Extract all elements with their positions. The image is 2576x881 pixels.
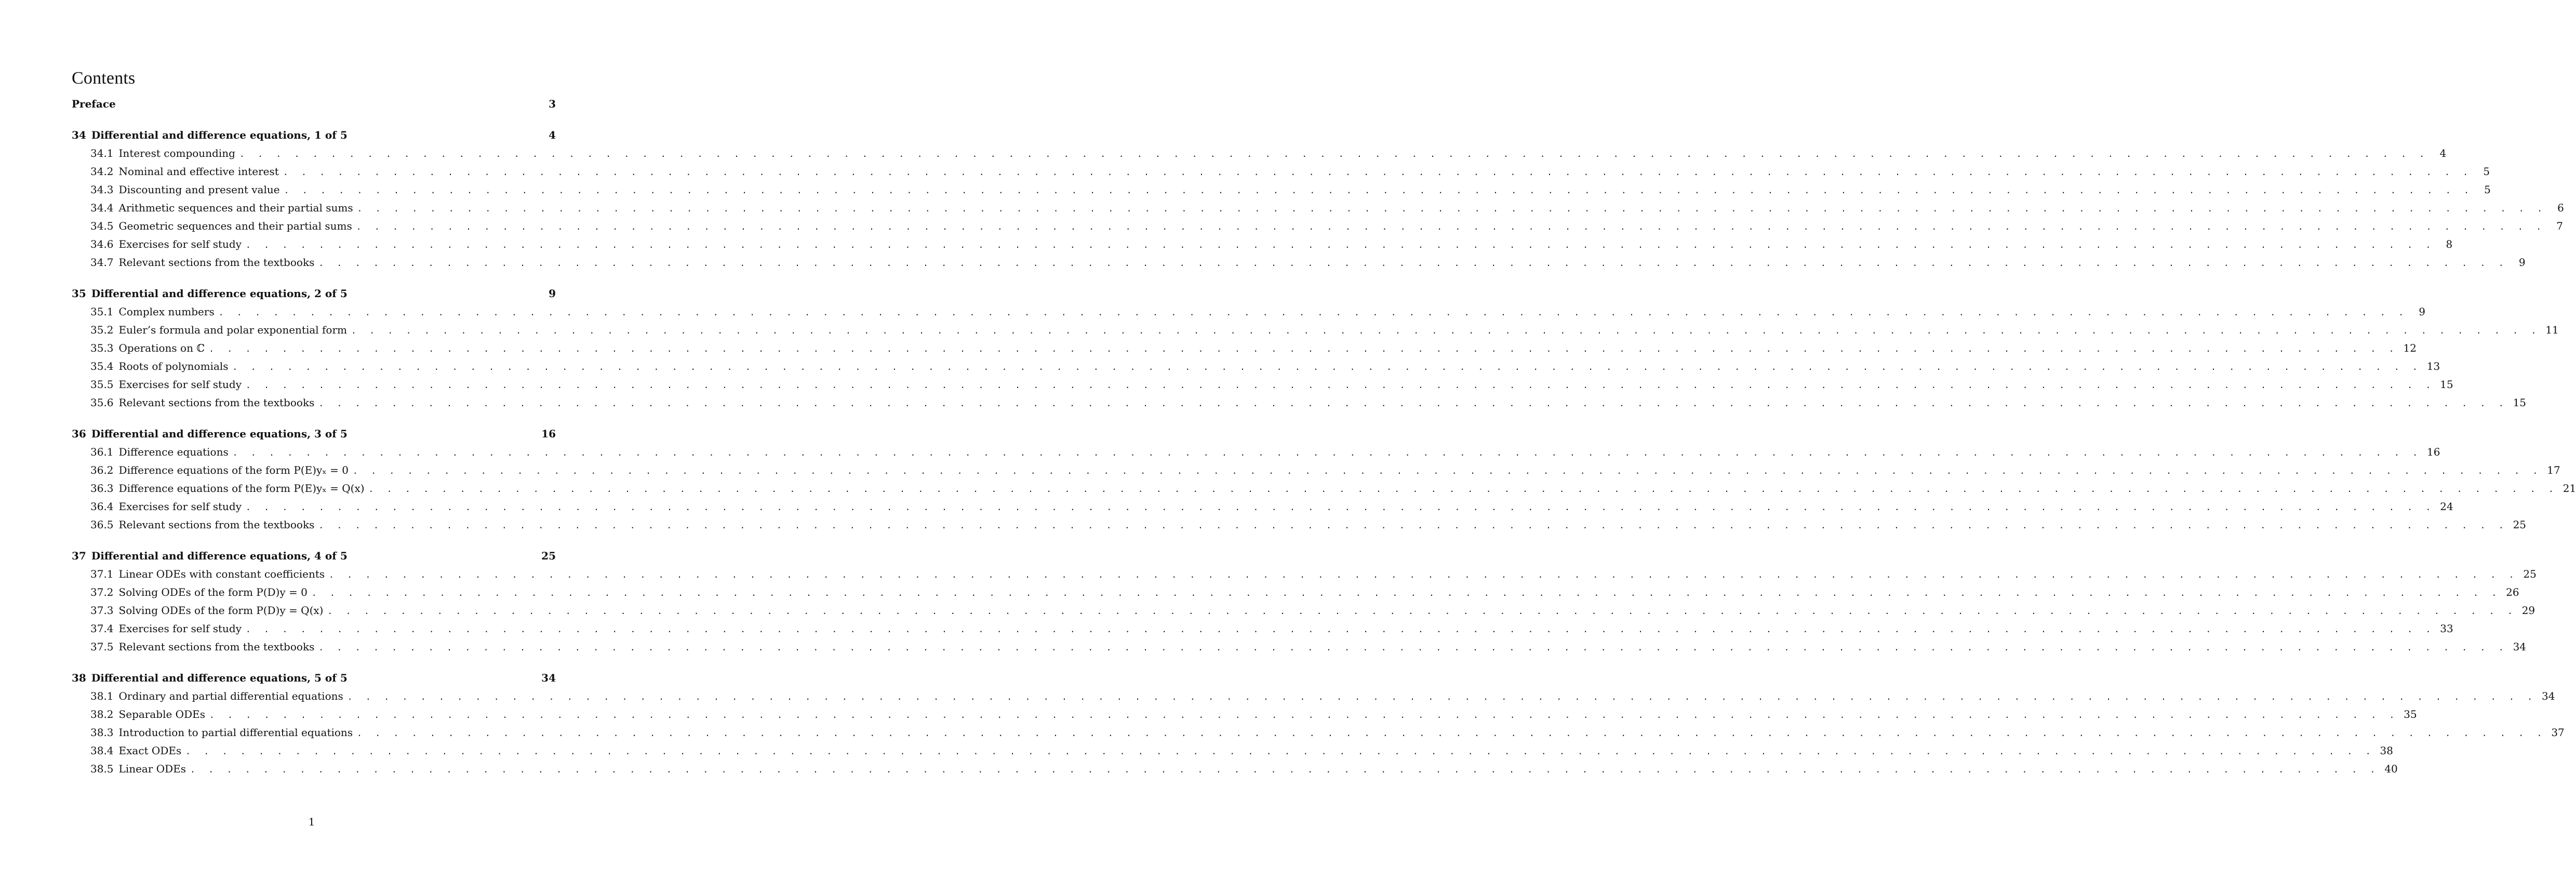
toc-section[interactable] (72, 165, 2490, 183)
section-page-number: 25 (2513, 518, 2527, 531)
toc-section[interactable] (72, 568, 2537, 586)
section-page-number: 40 (2384, 763, 2398, 775)
table-of-contents (72, 98, 2576, 781)
toc-section[interactable] (72, 238, 2453, 256)
section-title: Euler’s formula and polar exponential form (118, 324, 347, 336)
chapter-list (72, 129, 2576, 781)
toc-section[interactable] (72, 763, 2398, 781)
section-page-number: 6 (2557, 202, 2564, 214)
chapter-number: 36 (72, 428, 86, 440)
toc-section[interactable] (72, 622, 2453, 640)
leader-dots: . . . . . . . . . . . . . . . . . . . . . . . . . . . . . . . . . . . . . . . . . . . . . . . . . . . . . . . . . . . . . . . . . . . . . . . . . . . . . . . . . . . . . . . . . . . . . . . . . . . . . . . . . . . . . . . . . . . . . . . . (232, 362, 2422, 372)
leader-dots: . . . . . . . . . . . . . . . . . . . . . . . . . . . . . . . . . . . . . . . . . . . . . . . . . . . . . . . . . . . . . . . . . . . . . . . . . . . . . . . . . . . . . . . . . . . . . . . . . . . . . . . . . . . . . . . . . . . . . . . . (246, 624, 2435, 634)
chapter-title: Differential and difference equations, 5 of 5 (91, 672, 348, 684)
section-title: Roots of polynomials (118, 360, 229, 372)
toc-page-number: 3 (549, 98, 556, 110)
chapter-page-number: 34 (541, 672, 556, 684)
toc-chapter[interactable] (72, 129, 556, 147)
toc-section[interactable] (72, 147, 2447, 165)
section-number: 35.1 (90, 305, 114, 318)
section-page-number: 17 (2547, 464, 2560, 476)
chapter-title: Differential and difference equations, 1 of 5 (91, 129, 348, 141)
toc-section[interactable] (72, 324, 2559, 342)
section-title: Relevant sections from the textbooks (118, 518, 315, 531)
leader-dots: . . . . . . . . . . . . . . . . . . . . . . . . . . . . . . . . . . . . . . . . . . . . . . . . . . . . . . . . . . . . . . . . . . . . . . . . . . . . . . . . . . . . . . . . . . . . . . . . . . . . . . . . . . . . . . . . . . . . . . . . (185, 746, 2375, 756)
section-title: Exercises for self study (118, 238, 242, 250)
section-number: 37.4 (90, 622, 114, 635)
toc-section[interactable] (72, 446, 2440, 464)
section-number: 34.3 (90, 183, 114, 196)
section-page-number: 7 (2556, 220, 2563, 232)
toc-section[interactable] (72, 342, 2417, 360)
section-title: Solving ODEs of the form P(D)y = 0 (118, 586, 308, 598)
section-page-number: 5 (2483, 165, 2490, 178)
leader-dots: . . . . . . . . . . . . . . . . . . . . . . . . . . . . . . . . . . . . . . . . . . . . . . . . . . . . . . . . . . . . . . . . . . . . . . . . . . . . . . . . . . . . . . . . . . . . . . . . . . . . . . . . . . . . . . . . . . . . . . . . (283, 167, 2473, 177)
leader-dots: . . . . . . . . . . . . . . . . . . . . . . . . . . . . . . . . . . . . . . . . . . . . . . . . . . . . . . . . . . . . . . . . . . . . . . . . . . . . . . . . . . . . . . . . . . . . . . . . . . . . . . . . . . . . . . . . . . . . . . . . (311, 588, 2501, 598)
chapter-page-number: 25 (541, 550, 556, 562)
contents-page (72, 69, 2576, 781)
leader-dots: . . . . . . . . . . . . . . . . . . . . . . . . . . . . . . . . . . . . . . . . . . . . . . . . . . . . . . . . . . . . . . . . . . . . . . . . . . . . . . . . . . . . . . . . . . . . . . . . . . . . . . . . . . . . . . . . . . . . . . . . (246, 380, 2435, 390)
section-title: Introduction to partial differential equations (118, 726, 353, 739)
leader-dots: . . . . . . . . . . . . . . . . . . . . . . . . . . . . . . . . . . . . . . . . . . . . . . . . . . . . . . . . . . . . . . . . . . . . . . . . . . . . . . . . . . . . . . . . . . . . . . . . . . . . . . . . . . . . . . . . . . . . . . . . (218, 308, 2408, 317)
section-title: Exercises for self study (118, 622, 242, 635)
chapter-title: Differential and difference equations, 3 of 5 (91, 428, 348, 440)
toc-chapter[interactable] (72, 287, 556, 305)
toc-section[interactable] (72, 482, 2576, 500)
section-page-number: 38 (2380, 744, 2393, 757)
section-title: Interest compounding (118, 147, 235, 159)
section-number: 38.5 (90, 763, 114, 775)
toc-section[interactable] (72, 690, 2555, 708)
chapter-number: 38 (72, 672, 86, 684)
section-number: 38.2 (90, 708, 114, 720)
leader-dots: . . . . . . . . . . . . . . . . . . . . . . . . . . . . . . . . . . . . . . . . . . . . . . . . . . . . . . . . . . . . . . . . . . . . . . . . . . . . . . . . . . . . . . . . . . . . . . . . . . . . . . . . . . . . . . . . . . . . . . . . (347, 692, 2537, 702)
section-title: Difference equations (118, 446, 229, 458)
toc-section[interactable] (72, 202, 2564, 220)
toc-section[interactable] (72, 744, 2393, 763)
section-number: 34.5 (90, 220, 114, 232)
leader-dots: . . . . . . . . . . . . . . . . . . . . . . . . . . . . . . . . . . . . . . . . . . . . . . . . . . . . . . . . . . . . . . . . . . . . . . . . . . . . . . . . . . . . . . . . . . . . . . . . . . . . . . . . . . . . . . . . . . . . . . . . (239, 149, 2429, 159)
leader-dots: . . . . . . . . . . . . . . . . . . . . . . . . . . . . . . . . . . . . . . . . . . . . . . . . . . . . . . . . . . . . . . . . . . . . . . . . . . . . . . . . . . . . . . . . . . . . . . . . . . . . . . . . . . . . . . . . . . . . . . . . (352, 466, 2542, 476)
chapter-title: Differential and difference equations, 4 of 5 (91, 550, 348, 562)
section-page-number: 37 (2551, 726, 2565, 739)
leader-dots: . . . . . . . . . . . . . . . . . . . . . . . . . . . . . . . . . . . . . . . . . . . . . . . . . . . . . . . . . . . . . . . . . . . . . . . . . . . . . . . . . . . . . . . . . . . . . . . . . . . . . . . . . . . . . . . . . . . . . . . . (318, 520, 2508, 530)
leader-dots: . . . . . . . . . . . . . . . . . . . . . . . . . . . . . . . . . . . . . . . . . . . . . . . . . . . . . . . . . . . . . . . . . . . . . . . . . . . . . . . . . . . . . . . . . . . . . . . . . . . . . . . . . . . . . . . . . . . . . . . . (357, 728, 2546, 738)
section-title: Nominal and effective interest (118, 165, 279, 178)
page-number: 1 (308, 816, 315, 828)
toc-chapter[interactable] (72, 672, 556, 690)
section-number: 38.4 (90, 744, 114, 757)
section-page-number: 26 (2506, 586, 2519, 598)
page-title: Contents (72, 69, 136, 88)
leader-dots: . . . . . . . . . . . . . . . . . . . . . . . . . . . . . . . . . . . . . . . . . . . . . . . . . . . . . . . . . . . . . . . . . . . . . . . . . . . . . . . . . . . . . . . . . . . . . . . . . . . . . . . . . . . . . . . . . . . . . . . . (351, 326, 2541, 336)
section-page-number: 15 (2440, 378, 2453, 391)
chapter-page-number: 16 (541, 428, 556, 440)
section-title: Difference equations of the form P(E)yₓ = 0 (118, 464, 349, 476)
section-page-number: 34 (2513, 640, 2527, 653)
section-number: 37.1 (90, 568, 114, 580)
section-number: 34.4 (90, 202, 114, 214)
section-title: Ordinary and partial differential equations (118, 690, 343, 702)
toc-section[interactable] (72, 220, 2563, 238)
section-number: 35.4 (90, 360, 114, 372)
section-title: Relevant sections from the textbooks (118, 396, 315, 409)
leader-dots: . . . . . . . . . . . . . . . . . . . . . . . . . . . . . . . . . . . . . . . . . . . . . . . . . . . . . . . . . . . . . . . . . . . . . . . . . . . . . . . . . . . . . . . . . . . . . . . . . . . . . . . . . . . . . . . . . . . . . . . . (209, 344, 2398, 354)
section-page-number: 15 (2513, 396, 2527, 409)
chapter-number: 37 (72, 550, 86, 562)
leader-dots: . . . . . . . . . . . . . . . . . . . . . . . . . . . . . . . . . . . . . . . . . . . . . . . . . . . . . . . . . . . . . . . . . . . . . . . . . . . . . . . . . . . . . . . . . . . . . . . . . . . . . . . . . . . . . . . . . . . . . . . . (190, 765, 2380, 775)
section-page-number: 21 (2562, 482, 2576, 495)
toc-section[interactable] (72, 360, 2440, 378)
toc-entry-preface[interactable] (72, 98, 556, 116)
section-number: 34.1 (90, 147, 114, 159)
section-title: Solving ODEs of the form P(D)y = Q(x) (118, 604, 324, 617)
chapter-title: Differential and difference equations, 2 of 5 (91, 287, 348, 300)
section-title: Exercises for self study (118, 500, 242, 513)
section-page-number: 34 (2542, 690, 2555, 702)
section-number: 35.2 (90, 324, 114, 336)
section-number: 38.1 (90, 690, 114, 702)
section-title: Exact ODEs (118, 744, 182, 757)
leader-dots: . . . . . . . . . . . . . . . . . . . . . . . . . . . . . . . . . . . . . . . . . . . . . . . . . . . . . . . . . . . . . . . . . . . . . . . . . . . . . . . . . . . . . . . . . . . . . . . . . . . . . . . . . . . . . . . . . . . . . . . . (327, 606, 2517, 616)
toc-section[interactable] (72, 640, 2527, 659)
leader-dots: . . . . . . . . . . . . . . . . . . . . . . . . . . . . . . . . . . . . . . . . . . . . . . . . . . . . . . . . . . . . . . . . . . . . . . . . . . . . . . . . . . . . . . . . . . . . . . . . . . . . . . . . . . . . . . . . . . . . . . . . (318, 643, 2508, 652)
toc-section[interactable] (72, 586, 2519, 604)
toc-section[interactable] (72, 518, 2527, 537)
section-number: 35.5 (90, 378, 114, 391)
section-title: Relevant sections from the textbooks (118, 256, 315, 269)
section-number: 35.3 (90, 342, 114, 354)
section-title: Arithmetic sequences and their partial sums (118, 202, 353, 214)
section-page-number: 9 (2419, 305, 2425, 318)
chapter-page-number: 4 (549, 129, 556, 141)
section-page-number: 35 (2404, 708, 2417, 720)
toc-section[interactable] (72, 183, 2491, 202)
leader-dots: . . . . . . . . . . . . . . . . . . . . . . . . . . . . . . . . . . . . . . . . . . . . . . . . . . . . . . . . . . . . . . . . . . . . . . . . . . . . . . . . . . . . . . . . . . . . . . . . . . . . . . . . . . . . . . . . . . . . . . . . (318, 398, 2508, 408)
section-title: Operations on ℂ (118, 342, 205, 354)
section-title: Complex numbers (118, 305, 215, 318)
leader-dots: . . . . . . . . . . . . . . . . . . . . . . . . . . . . . . . . . . . . . . . . . . . . . . . . . . . . . . . . . . . . . . . . . . . . . . . . . . . . . . . . . . . . . . . . . . . . . . . . . . . . . . . . . . . . . . . . . . . . . . . . (357, 204, 2546, 213)
section-title: Linear ODEs with constant coefficients (118, 568, 325, 580)
section-page-number: 9 (2518, 256, 2526, 269)
leader-dots: . . . . . . . . . . . . . . . . . . . . . . . . . . . . . . . . . . . . . . . . . . . . . . . . . . . . . . . . . . . . . . . . . . . . . . . . . . . . . . . . . . . . . . . . . . . . . . . . . . . . . . . . . . . . . . . . . . . . . . . . (368, 484, 2558, 494)
toc-section[interactable] (72, 708, 2417, 726)
section-title: Exercises for self study (118, 378, 242, 391)
section-title: Geometric sequences and their partial sums (118, 220, 352, 232)
section-number: 34.6 (90, 238, 114, 250)
toc-chapter[interactable] (72, 428, 556, 446)
section-number: 34.2 (90, 165, 114, 178)
toc-section[interactable] (72, 396, 2527, 415)
section-page-number: 33 (2440, 622, 2453, 635)
section-page-number: 4 (2439, 147, 2447, 159)
section-page-number: 11 (2545, 324, 2559, 336)
leader-dots: . . . . . . . . . . . . . . . . . . . . . . . . . . . . . . . . . . . . . . . . . . . . . . . . . . . . . . . . . . . . . . . . . . . . . . . . . . . . . . . . . . . . . . . . . . . . . . . . . . . . . . . . . . . . . . . . . . . . . . . . (318, 258, 2508, 268)
leader-dots: . . . . . . . . . . . . . . . . . . . . . . . . . . . . . . . . . . . . . . . . . . . . . . . . . . . . . . . . . . . . . . . . . . . . . . . . . . . . . . . . . . . . . . . . . . . . . . . . . . . . . . . . . . . . . . . . . . . . . . . . (284, 185, 2473, 195)
section-number: 36.5 (90, 518, 114, 531)
leader-dots: . . . . . . . . . . . . . . . . . . . . . . . . . . . . . . . . . . . . . . . . . . . . . . . . . . . . . . . . . . . . . . . . . . . . . . . . . . . . . . . . . . . . . . . . . . . . . . . . . . . . . . . . . . . . . . . . . . . . . . . . (209, 710, 2399, 720)
section-number: 36.2 (90, 464, 114, 476)
section-title: Separable ODEs (118, 708, 205, 720)
toc-section[interactable] (72, 305, 2425, 324)
leader-dots: . . . . . . . . . . . . . . . . . . . . . . . . . . . . . . . . . . . . . . . . . . . . . . . . . . . . . . . . . . . . . . . . . . . . . . . . . . . . . . . . . . . . . . . . . . . . . . . . . . . . . . . . . . . . . . . . . . . . . . . . (232, 448, 2422, 458)
section-number: 36.1 (90, 446, 114, 458)
toc-title: Preface (72, 98, 116, 110)
section-number: 36.4 (90, 500, 114, 513)
section-number: 38.3 (90, 726, 114, 739)
section-number: 37.3 (90, 604, 114, 617)
section-page-number: 29 (2521, 604, 2535, 617)
section-page-number: 8 (2446, 238, 2453, 250)
section-page-number: 13 (2426, 360, 2440, 372)
section-page-number: 25 (2523, 568, 2537, 580)
section-page-number: 16 (2427, 446, 2440, 458)
leader-dots: . . . . . . . . . . . . . . . . . . . . . . . . . . . . . . . . . . . . . . . . . . . . . . . . . . . . . . . . . . . . . . . . . . . . . . . . . . . . . . . . . . . . . . . . . . . . . . . . . . . . . . . . . . . . . . . . . . . . . . . . (246, 502, 2435, 512)
section-number: 35.6 (90, 396, 114, 409)
toc-section[interactable] (72, 726, 2565, 744)
section-page-number: 5 (2484, 183, 2491, 196)
leader-dots: . . . . . . . . . . . . . . . . . . . . . . . . . . . . . . . . . . . . . . . . . . . . . . . . . . . . . . . . . . . . . . . . . . . . . . . . . . . . . . . . . . . . . . . . . . . . . . . . . . . . . . . . . . . . . . . . . . . . . . . . (329, 570, 2518, 580)
toc-section[interactable] (72, 604, 2535, 622)
section-page-number: 12 (2403, 342, 2417, 354)
section-title: Discounting and present value (118, 183, 280, 196)
leader-dots: . . . . . . . . . . . . . . . . . . . . . . . . . . . . . . . . . . . . . . . . . . . . . . . . . . . . . . . . . . . . . . . . . . . . . . . . . . . . . . . . . . . . . . . . . . . . . . . . . . . . . . . . . . . . . . . . . . . . . . . . (356, 222, 2545, 232)
chapter-number: 34 (72, 129, 86, 141)
section-number: 34.7 (90, 256, 114, 269)
section-page-number: 24 (2440, 500, 2453, 513)
section-number: 36.3 (90, 482, 114, 495)
section-number: 37.5 (90, 640, 114, 653)
section-title: Difference equations of the form P(E)yₓ = Q(x) (118, 482, 365, 495)
section-number: 37.2 (90, 586, 114, 598)
toc-section[interactable] (72, 464, 2560, 482)
section-title: Relevant sections from the textbooks (118, 640, 315, 653)
chapter-number: 35 (72, 287, 86, 300)
leader-dots: . . . . . . . . . . . . . . . . . . . . . . . . . . . . . . . . . . . . . . . . . . . . . . . . . . . . . . . . . . . . . . . . . . . . . . . . . . . . . . . . . . . . . . . . . . . . . . . . . . . . . . . . . . . . . . . . . . . . . . . . (246, 240, 2435, 250)
chapter-page-number: 9 (549, 287, 556, 300)
toc-section[interactable] (72, 378, 2453, 396)
section-title: Linear ODEs (118, 763, 186, 775)
toc-chapter[interactable] (72, 550, 556, 568)
toc-section[interactable] (72, 256, 2526, 274)
toc-section[interactable] (72, 500, 2453, 518)
